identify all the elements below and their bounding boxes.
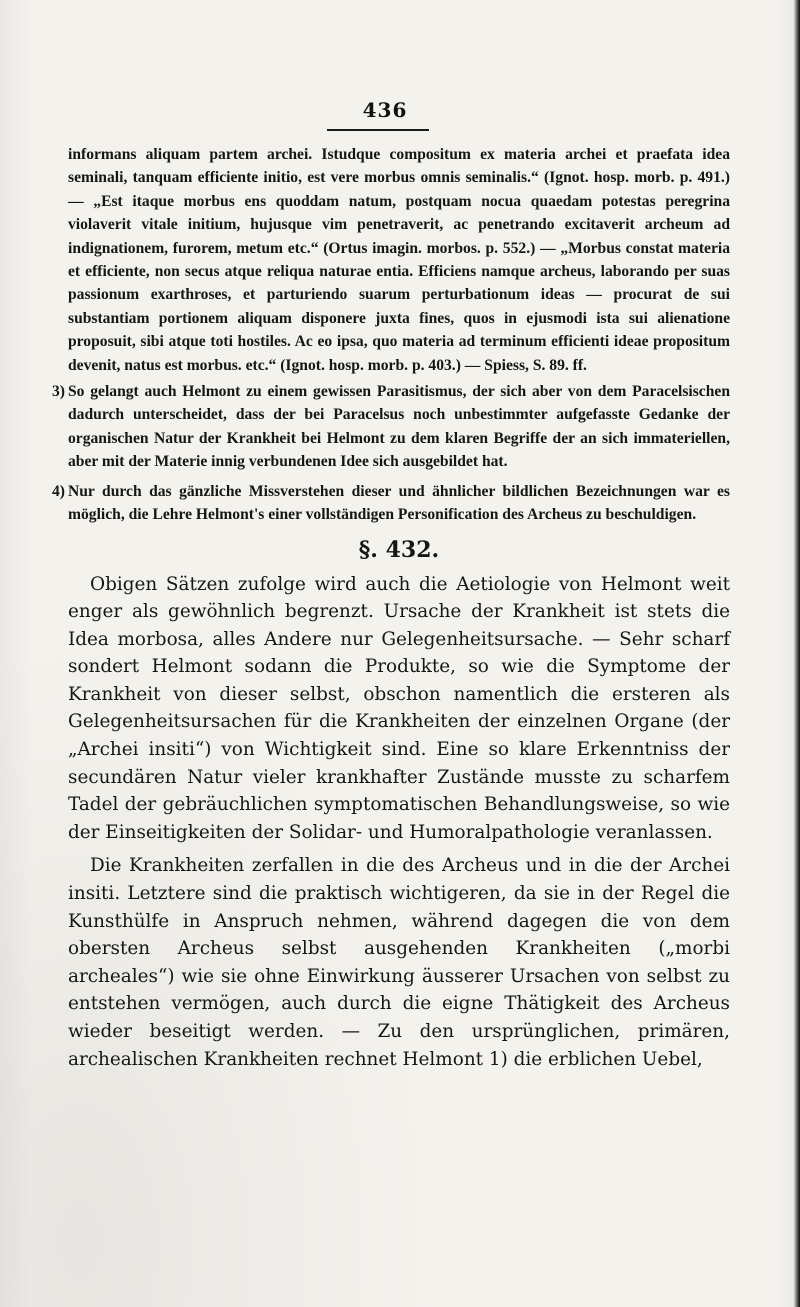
footnote-text: So gelangt auch Helmont zu einem gewissen Parasitismus, der sich aber von dem Paracelsischen dadurch unterscheidet, dass der bei Paracelsus noch unbestimmter aufgefasste Gedanke der organischen Natur der Krankheit bei Helmont zu dem klaren Begriffe der an sich immateriellen, aber mit der Materie innig verbundenen Idee sich ausgebildet hat. (68, 383, 730, 471)
header-rule (327, 129, 429, 131)
footnote-text: Nur durch das gänzliche Missverstehen dieser und ähnlicher bildlichen Bezeichnungen war es möglich, die Lehre Helmont's einer vollständigen Personification des Archeus zu beschuldigen. (68, 482, 730, 524)
body-paragraph: Obigen Sätzen zufolge wird auch die Aetiologie von Helmont weit enger als gewöhnlich begrenzt. Ursache der Krankheit ist stets die Idea morbosa, alles Andere nur Gelegenheitsursache. — Sehr scharf sondert Helmont sodann die Produkte, so wie die Symptome der Krankheit von dieser selbst, obschon namentlich die ersteren als Gelegenheitsursachen für die Krankheiten der einzelnen Organe (der „Archei insiti“) von Wichtigkeit sind. Eine so klare Erkenntniss der secundären Natur vieler krankhafter Zustände musste zu scharfem Tadel der gebräuchlichen symptomatischen Behandlungsweise, so wie der Einseitigkeiten der Solidar- und Humoralpathologie veranlassen. (68, 573, 730, 843)
page-number: 436 (362, 98, 408, 122)
section-heading: §. 432. (358, 536, 440, 563)
footnote-4 (52, 480, 730, 527)
footnote-number: 4) (52, 482, 65, 500)
footnote-continuation: informans aliquam partem archei. Istudque compositum ex materia archei et praefata idea seminali, tanquam efficiente initio, est vere morbus omnis seminalis.“ (Ignot. hosp. morb. p. 491.) — „Est itaque morbus ens quoddam natum, postquam nocua quaedam potestas peregrina violaverit vitale initium, hujusque vim penetraverit, ac penetrando excitaverit archeum ad indignationem, furorem, metum etc.“ (Ortus imagin. morbos. p. 552.) — „Morbus constat materia et efficiente, non secus atque reliqua naturae entia. Efficiens namque archeus, laborando per suas passionum exarthroses, et parturiendo suarum perturbationum ideas — procurat de sui substantiam portionem aliquam disponere juxta fines, quos in ejusmodi ista sui alienatione proposuit, sibi atque toti hostiles. Ac eo ipsa, quo materia ad terminum efficienti ideae propositum devenit, natus est morbus. etc.“ (Ignot. hosp. morb. p. 403.) — Spiess, S. 89. ff. (68, 146, 730, 374)
page-edge-shadow (794, 0, 800, 1307)
body-paragraph: Die Krankheiten zerfallen in die des Archeus und in die der Archei insiti. Letztere sind die praktisch wichtigeren, da sie in der Regel die Kunsthülfe in Anspruch nehmen, während dagegen die von dem obersten Archeus selbst ausgehenden Krankheiten („morbi archeales“) wie sie ohne Einwirkung äusserer Ursachen von selbst zu entstehen vermögen, auch durch die eigne Thätigkeit des Archeus wieder beseitigt werden. — Zu den ursprünglichen, primären, archealischen Krankheiten rechnet Helmont 1) die erblichen Uebel, (68, 855, 730, 1070)
footnote-number: 3) (52, 383, 65, 401)
page-content (52, 143, 730, 1073)
footnote-3 (52, 380, 730, 474)
